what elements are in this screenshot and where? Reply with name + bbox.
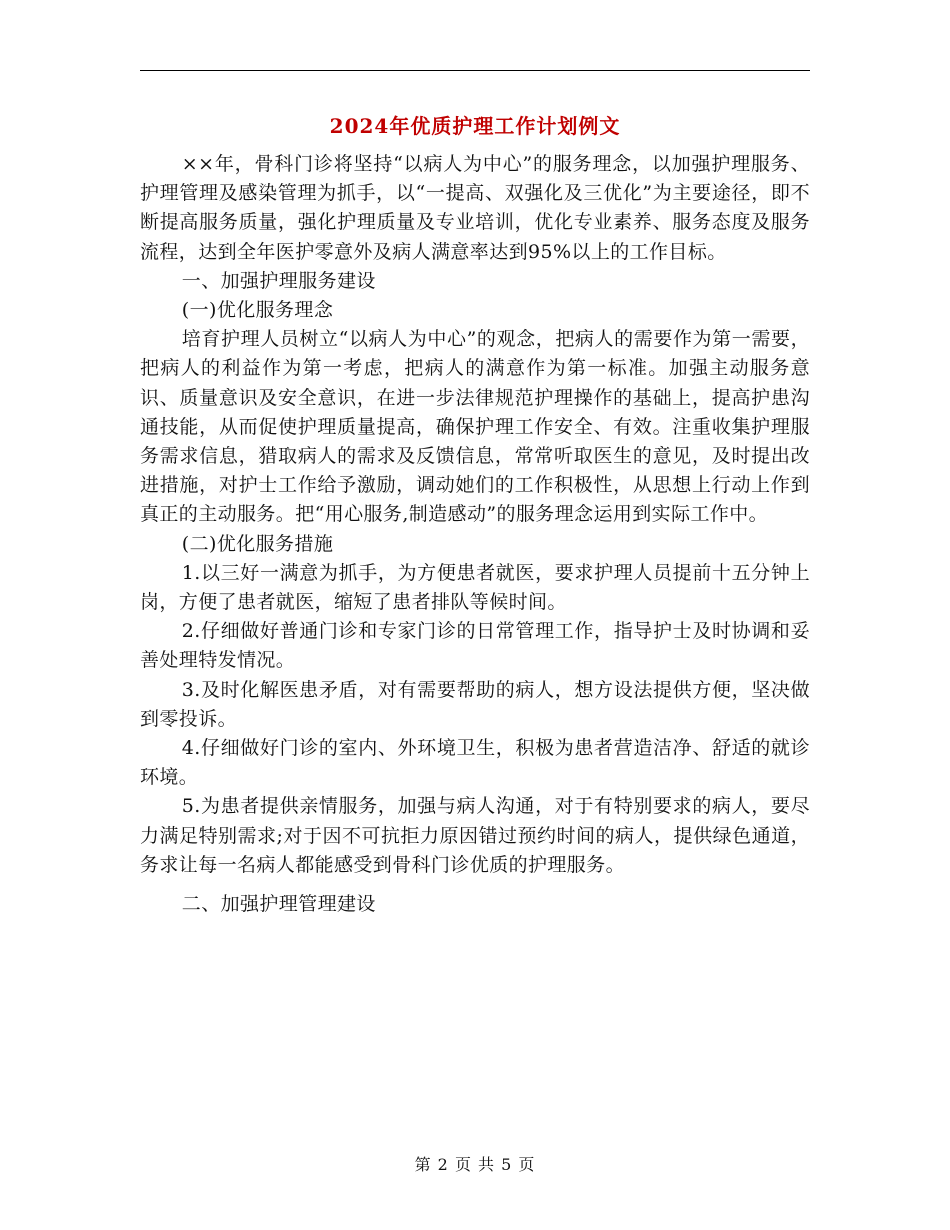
section-heading-2: 二、加强护理管理建设 — [181, 893, 376, 916]
service-concept-paragraph: 培育护理人员树立“以病人为中心”的观念，把病人的需要作为第一需要，把病人的利益作为第一考虑，把病人的满意作为第一标准。加强主动服务意识、质量意识及安全意识，在进一步法律规范护理操作的基础上，提高护患沟通技能，从而促使护理质量提高，确保护理工作安全、有效。注重收集护理服务需求信息，猎取病人的需求及反馈信息，常常听取医生的意见，及时提出改进措施，对护士工作给予激励，调动她们的工作积极性，从思想上行动上作到真正的主动服务。把“用心服务,制造感动”的服务理念运用到实际工作中。 — [140, 328, 810, 526]
document-title: 2024年优质护理工作计划例文 — [329, 114, 621, 138]
measure-item-3: 3.及时化解医患矛盾，对有需要帮助的病人，想方设法提供方便，坚决做到零投诉。 — [140, 678, 810, 730]
measure-item-4: 4.仔细做好门诊的室内、外环境卫生，积极为患者营造洁净、舒适的就诊环境。 — [140, 737, 810, 789]
measure-item-2: 2.仔细做好普通门诊和专家门诊的日常管理工作，指导护士及时协调和妥善处理特发情况。 — [140, 620, 810, 672]
intro-paragraph: ××年，骨科门诊将坚持“以病人为中心”的服务理念，以加强护理服务、护理管理及感染管理为抓手，以“一提高、双强化及三优化”为主要途径，即不断提高服务质量，强化护理质量及专业培训，优化专业素养、服务态度及服务流程，达到全年医护零意外及病人满意率达到95%以上的工作目标。 — [140, 153, 810, 263]
measure-item-5: 5.为患者提供亲情服务，加强与病人沟通，对于有特别要求的病人，要尽力满足特别需求;对于因不可抗拒力原因错过预约时间的病人，提供绿色通道，务求让每一名病人都能感受到骨科门诊优质的护理服务。 — [140, 795, 810, 876]
header-rule — [140, 70, 810, 71]
subsection-heading-2: (二)优化服务措施 — [181, 532, 334, 555]
section-heading-1: 一、加强护理服务建设 — [181, 269, 376, 292]
document-body — [140, 150, 810, 919]
measure-item-1: 1.以三好一满意为抓手，为方便患者就医，要求护理人员提前十五分钟上岗，方便了患者就医，缩短了患者排队等候时间。 — [140, 561, 810, 614]
spacer — [140, 880, 810, 890]
subsection-heading-1: (一)优化服务理念 — [181, 299, 334, 322]
page-number: 第 2 页 共 5 页 — [414, 1155, 536, 1174]
